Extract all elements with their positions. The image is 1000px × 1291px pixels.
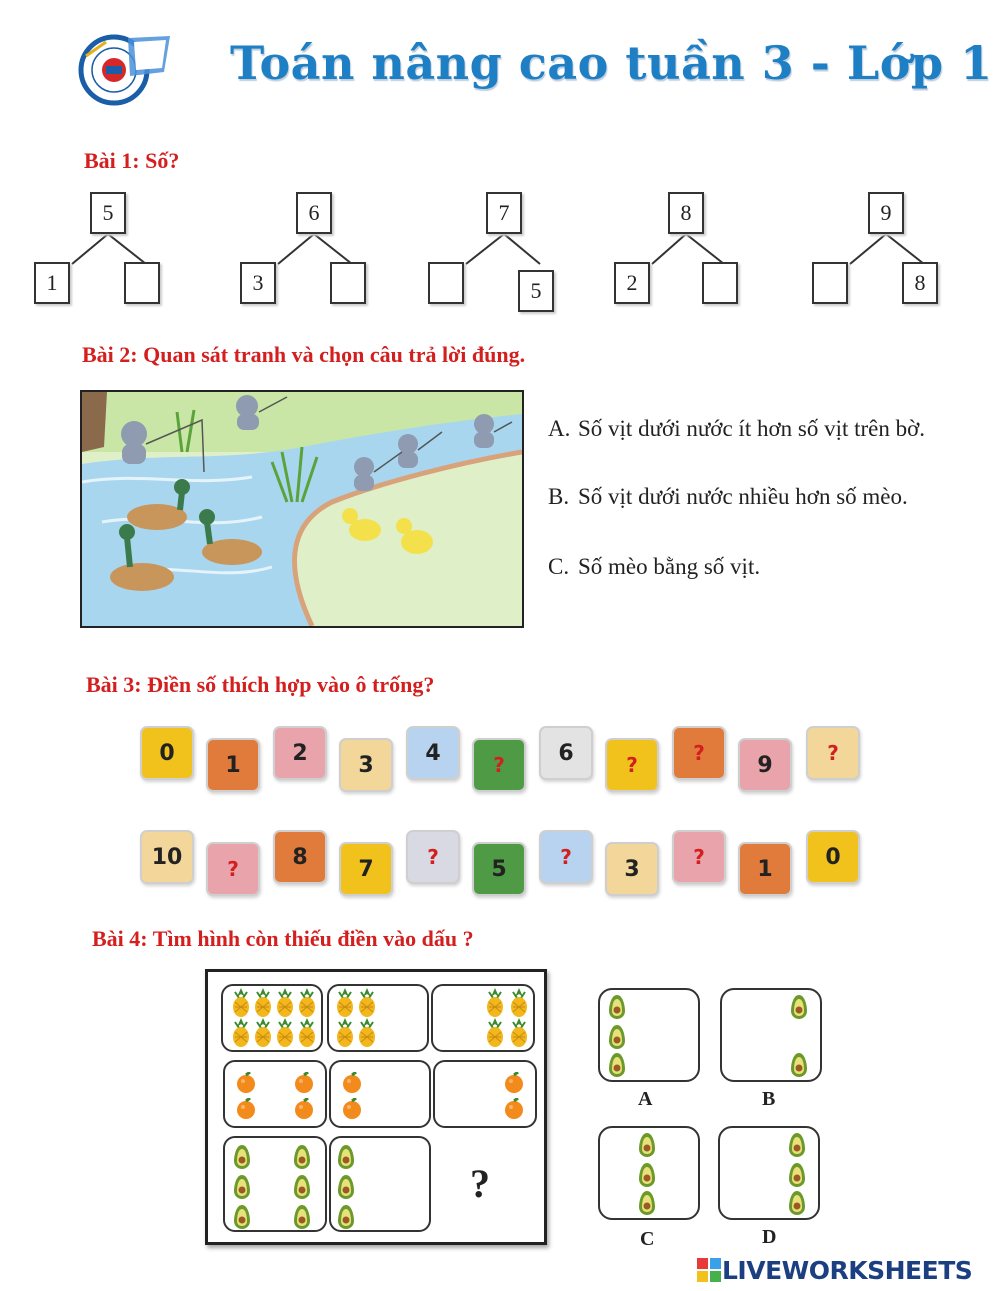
avocado-icon: [638, 1132, 656, 1163]
option-letter: C.: [548, 554, 570, 579]
tree-top-box: 7: [486, 192, 522, 234]
option-letter: B.: [548, 484, 570, 509]
number-tile: 1: [738, 842, 792, 896]
avocado-icon: [337, 1144, 355, 1175]
orange-icon: [503, 1072, 525, 1099]
pineapple-icon: [335, 1018, 355, 1053]
pattern-cell: [329, 1060, 431, 1128]
number-tile: 6: [539, 726, 593, 780]
orange-icon: [293, 1098, 315, 1125]
blank-number-tile[interactable]: ?: [806, 726, 860, 780]
tree-top-box: 9: [868, 192, 904, 234]
avocado-icon: [233, 1204, 251, 1235]
blank-number-tile[interactable]: ?: [472, 738, 526, 792]
number-tile: 0: [806, 830, 860, 884]
brand-name: LIVEWORKSHEETS: [722, 1256, 973, 1285]
avocado-icon: [638, 1190, 656, 1221]
bai2-options: [548, 412, 968, 584]
avocado-icon: [233, 1174, 251, 1205]
tree-right-box[interactable]: [124, 262, 160, 304]
blank-number-tile[interactable]: ?: [539, 830, 593, 884]
tree-connector-lines: [40, 232, 180, 266]
school-logo-icon: [78, 32, 174, 108]
blank-number-tile[interactable]: ?: [605, 738, 659, 792]
avocado-icon: [788, 1132, 806, 1163]
avocado-icon: [638, 1162, 656, 1193]
option-letter: A.: [548, 416, 571, 441]
bai4-heading: Bài 4: Tìm hình còn thiếu điền vào dấu ?: [92, 926, 474, 951]
tree-right-box[interactable]: [330, 262, 366, 304]
tree-right-box: 8: [902, 262, 938, 304]
avocado-icon: [337, 1204, 355, 1235]
pineapple-icon: [485, 1018, 505, 1053]
tree-connector-lines: [436, 232, 576, 266]
pineapple-icon: [357, 1018, 377, 1053]
answer-label: C: [640, 1228, 655, 1250]
blank-number-tile[interactable]: ?: [672, 726, 726, 780]
orange-icon: [341, 1072, 363, 1099]
answer-option-c[interactable]: [598, 1126, 700, 1220]
avocado-icon: [788, 1190, 806, 1221]
pattern-cell: [223, 1060, 327, 1128]
answer-label: B: [762, 1088, 776, 1110]
blank-number-tile[interactable]: ?: [672, 830, 726, 884]
number-tile: 2: [273, 726, 327, 780]
tree-right-box[interactable]: [702, 262, 738, 304]
answer-option-a[interactable]: [598, 988, 700, 1082]
tree-top-box: 5: [90, 192, 126, 234]
orange-icon: [293, 1072, 315, 1099]
pattern-cell: [223, 1136, 327, 1232]
tree-left-box: 3: [240, 262, 276, 304]
missing-mark: ?: [470, 1161, 490, 1206]
avocado-icon: [608, 1052, 626, 1083]
pattern-cell: [221, 984, 323, 1052]
tree-connector-lines: [246, 232, 386, 266]
orange-icon: [235, 1072, 257, 1099]
blank-number-tile[interactable]: ?: [406, 830, 460, 884]
number-tile: 10: [140, 830, 194, 884]
pattern-cell: [327, 984, 429, 1052]
orange-icon: [235, 1098, 257, 1125]
orange-icon: [341, 1098, 363, 1125]
avocado-icon: [608, 1024, 626, 1055]
number-tile: 8: [273, 830, 327, 884]
pineapple-icon: [253, 1018, 273, 1053]
liveworksheets-logo-icon: [697, 1258, 721, 1282]
option-text: Số vịt dưới nước nhiều hơn số mèo.: [578, 484, 908, 509]
tree-left-box: 2: [614, 262, 650, 304]
number-tile: 5: [472, 842, 526, 896]
tree-connector-lines: [818, 232, 958, 266]
pattern-cell: [433, 1060, 537, 1128]
avocado-icon: [293, 1174, 311, 1205]
blank-number-tile[interactable]: ?: [206, 842, 260, 896]
number-tile: 7: [339, 842, 393, 896]
pattern-cell: [329, 1136, 431, 1232]
tree-top-box: 6: [296, 192, 332, 234]
orange-icon: [503, 1098, 525, 1125]
avocado-icon: [337, 1174, 355, 1205]
avocado-icon: [293, 1204, 311, 1235]
avocado-icon: [608, 994, 626, 1025]
option-text: Số vịt dưới nước ít hơn số vịt trên bờ.: [578, 416, 926, 441]
tree-left-box: 1: [34, 262, 70, 304]
option-a[interactable]: [548, 412, 968, 446]
pineapple-icon: [231, 1018, 251, 1053]
tree-left-box[interactable]: [428, 262, 464, 304]
bai1-heading: Bài 1: Số?: [84, 148, 180, 173]
ducks-and-cats-river-illustration: [80, 390, 524, 628]
tree-left-box[interactable]: [812, 262, 848, 304]
number-tile: 3: [605, 842, 659, 896]
pattern-cell: [431, 984, 535, 1052]
option-c[interactable]: [548, 550, 968, 584]
number-tile: 4: [406, 726, 460, 780]
tree-top-box: 8: [668, 192, 704, 234]
pineapple-icon: [275, 1018, 295, 1053]
tree-right-box: 5: [518, 270, 554, 312]
answer-label: A: [638, 1088, 653, 1110]
avocado-icon: [293, 1144, 311, 1175]
option-b[interactable]: [548, 480, 968, 514]
number-tile: 1: [206, 738, 260, 792]
answer-option-b[interactable]: [720, 988, 822, 1082]
page-title: Toán nâng cao tuần 3 - Lớp 1: [230, 36, 993, 90]
pineapple-icon: [509, 1018, 529, 1053]
number-tile: 0: [140, 726, 194, 780]
answer-label: D: [762, 1226, 777, 1248]
pineapple-icon: [297, 1018, 317, 1053]
answer-option-d[interactable]: [718, 1126, 820, 1220]
fruit-pattern-grid: [205, 969, 547, 1245]
avocado-icon: [790, 994, 808, 1025]
bai2-heading: Bài 2: Quan sát tranh và chọn câu trả lời đúng.: [82, 342, 526, 367]
tree-connector-lines: [618, 232, 758, 266]
avocado-icon: [788, 1162, 806, 1193]
option-text: Số mèo bằng số vịt.: [578, 554, 761, 579]
avocado-icon: [790, 1052, 808, 1083]
number-tile: 3: [339, 738, 393, 792]
avocado-icon: [233, 1144, 251, 1175]
bai3-heading: Bài 3: Điền số thích hợp vào ô trống?: [86, 672, 435, 697]
number-tile: 9: [738, 738, 792, 792]
